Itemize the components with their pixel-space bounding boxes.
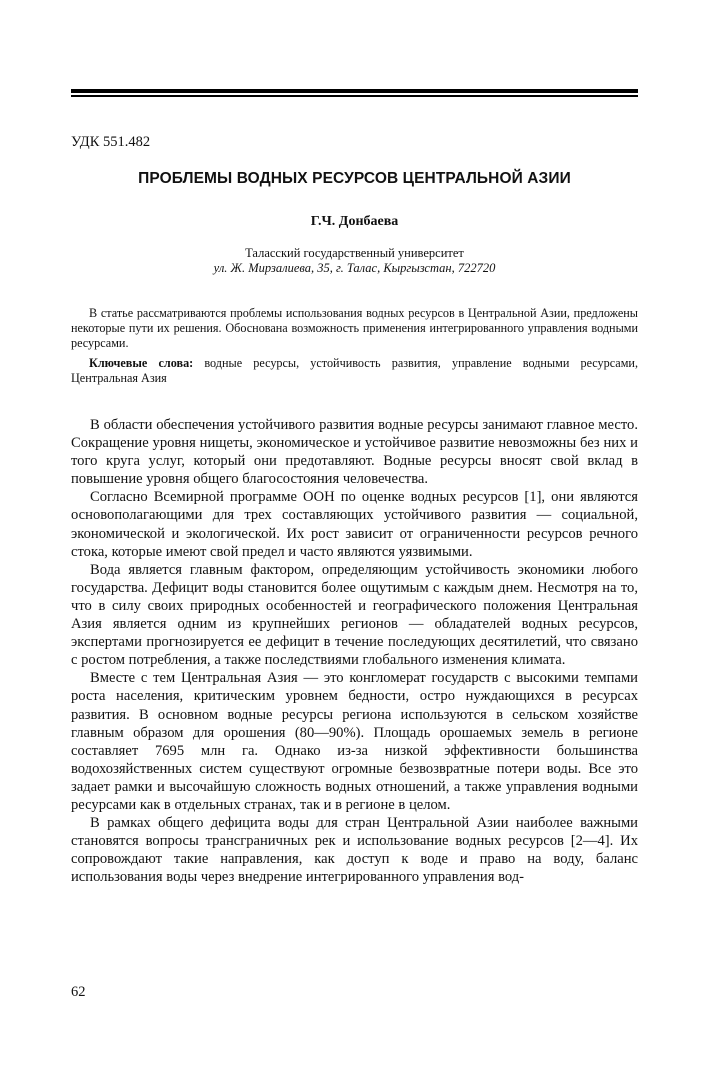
- keywords-label: Ключевые слова:: [89, 355, 194, 370]
- article-body: [71, 416, 638, 886]
- body-paragraph: В области обеспечения устойчивого развития водные ресурсы занимают главное место. Сокращение уровня нищеты, экономическое и устойчивое развитие невозможны без них и того круга услуг, который они предотавляют. Водные ресурсы вносят свой вклад в повышение уровня общего благосостояния человечества.: [71, 417, 638, 488]
- keywords: [71, 356, 638, 386]
- body-paragraph: Согласно Всемирной программе ООН по оценке водных ресурсов [1], они являются основополагающими для трех составляющих устойчивого развития — социальной, экономической и экологической. Их рост зависит от ограниченности ресурсов речного стока, которые имеют свой предел и часто являются уязвимыми.: [71, 489, 638, 560]
- affiliation-name: Таласский государственный университет: [245, 246, 464, 260]
- keywords-list: водные ресурсы, устойчивость развития, управление водными ресурсами, Центральная Азия: [71, 355, 638, 385]
- body-paragraph: В рамках общего дефицита воды для стран Центральной Азии наиболее важными становятся вопросы трансграничных рек и использование водных ресурсов [2—4]. Их сопровождают такие направления, как доступ к воде и право на воду, баланс использования воды через внедрение интегрированного управления вод-: [71, 815, 638, 886]
- article-title: ПРОБЛЕМЫ ВОДНЫХ РЕСУРСОВ ЦЕНТРАЛЬНОЙ АЗИИ: [138, 170, 571, 187]
- affiliation-block: [71, 246, 638, 276]
- header-rule-thin: [71, 95, 638, 97]
- body-paragraph: Вместе с тем Центральная Азия — это конгломерат государств с высокими темпами роста населения, критическим уровнем бедности, остро нуждающихся в ресурсах развития. В основном водные ресурсы региона используются в сельском хозяйстве главным образом для орошения (80—90%). Площадь орошаемых земель в регионе составляет 7695 млн га. Однако из-за низкой эффективности большинства водохозяйственных систем существуют огромные безвозвратные потери воды. Все это задает рамки и высочайшую сложность водных отношений, а также управления водными ресурсами как в отдельных странах, так и в регионе в целом.: [71, 670, 638, 813]
- affiliation-address: ул. Ж. Мирзалиева, 35, г. Талас, Кыргызстан, 722720: [213, 261, 496, 275]
- abstract: [71, 306, 638, 386]
- header-rule-thick: [71, 89, 638, 93]
- abstract-text: В статье рассматриваются проблемы использования водных ресурсов в Центральной Азии, предложены некоторые пути их решения. Обоснована возможность применения интегрированного управления водными ресурсами.: [71, 306, 638, 351]
- body-paragraph: Вода является главным фактором, определяющим устойчивость экономики любого государства. Дефицит воды становится более ощутимым с каждым днем. Несмотря на то, что в силу своих природных особенностей и географического положения Центральная Азия является одним из крупнейших регионов — обладателей водных ресурсов, экспертами прогнозируется ее дефицит в течение последующих десятилетий, что связано с ростом потребления, а также последствиями глобального изменения климата.: [71, 561, 638, 669]
- page-number: 62: [71, 984, 86, 1000]
- author-name: Г.Ч. Донбаева: [310, 214, 399, 229]
- udk-code: УДК 551.482: [71, 134, 151, 150]
